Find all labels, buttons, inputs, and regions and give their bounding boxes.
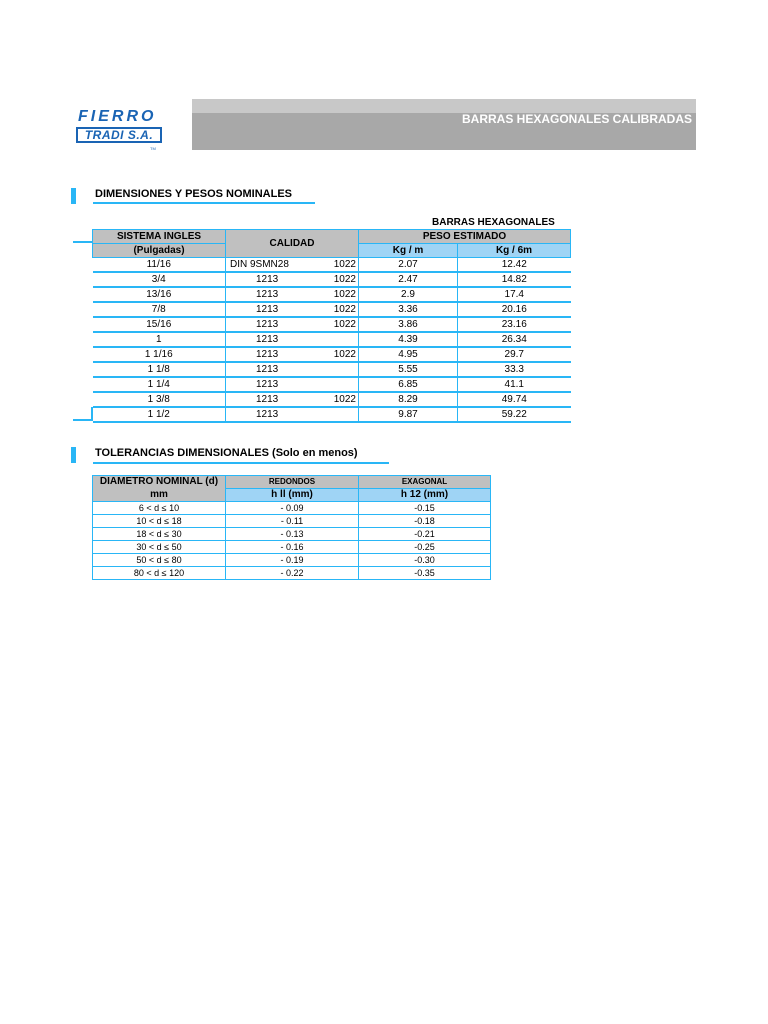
cell-h11: - 0.22 [226, 567, 359, 580]
dimensions-table [92, 229, 571, 423]
table-row [93, 541, 491, 554]
cell-range: 10 < d ≤ 18 [93, 515, 226, 528]
cell-range: 80 < d ≤ 120 [93, 567, 226, 580]
table-row [93, 362, 571, 377]
cell-kg6m: 12.42 [458, 258, 571, 273]
table-row [93, 502, 491, 515]
cell-range: 50 < d ≤ 80 [93, 554, 226, 567]
table-row [93, 332, 571, 347]
logo-trademark: TM [150, 146, 156, 151]
header-calidad: CALIDAD [226, 230, 359, 258]
cell-size: 3/4 [93, 272, 226, 287]
cell-kg6m: 41.1 [458, 377, 571, 392]
cell-kgm: 2.47 [359, 272, 458, 287]
cell-calidad-grade: 1213 [256, 334, 279, 345]
cell-h12: -0.15 [359, 502, 491, 515]
cell-calidad [226, 377, 359, 392]
header-sistema-line1: SISTEMA INGLES [116, 230, 202, 242]
section-marker [71, 188, 76, 204]
cell-range: 6 < d ≤ 10 [93, 502, 226, 515]
cell-calidad [226, 302, 359, 317]
cell-calidad [226, 392, 359, 407]
cell-kg6m: 23.16 [458, 317, 571, 332]
cell-h12: -0.35 [359, 567, 491, 580]
header-exagonal: EXAGONAL [359, 476, 491, 489]
cell-kg6m: 17.4 [458, 287, 571, 302]
cell-kg6m: 33.3 [458, 362, 571, 377]
table-row [93, 287, 571, 302]
cell-calidad-grade: 1213 [256, 394, 279, 405]
cell-calidad-grade: 1213 [256, 364, 279, 375]
cell-calidad-grade: 1213 [256, 289, 279, 300]
table-row [93, 347, 571, 362]
cell-h11: - 0.11 [226, 515, 359, 528]
header-bar [192, 99, 696, 150]
cell-calidad [226, 317, 359, 332]
cell-size: 1 3/8 [93, 392, 226, 407]
cell-calidad [226, 272, 359, 287]
cell-calidad-code: 1022 [333, 274, 356, 285]
cell-calidad-code: 1022 [333, 289, 356, 300]
cell-size: 1 [93, 332, 226, 347]
cell-kg6m: 49.74 [458, 392, 571, 407]
side-connector [73, 419, 93, 421]
table-row [93, 515, 491, 528]
cell-calidad-code: 1022 [333, 319, 356, 330]
cell-calidad-grade: DIN 9SMN28 [230, 259, 289, 270]
table-row [93, 554, 491, 567]
table-caption: BARRAS HEXAGONALES [432, 217, 555, 228]
cell-size: 13/16 [93, 287, 226, 302]
cell-h11: - 0.16 [226, 541, 359, 554]
cell-kgm: 3.36 [359, 302, 458, 317]
cell-kgm: 3.86 [359, 317, 458, 332]
cell-range: 30 < d ≤ 50 [93, 541, 226, 554]
section-marker [71, 447, 76, 463]
section-title-tolerancias: TOLERANCIAS DIMENSIONALES (Solo en menos) [95, 447, 358, 459]
cell-calidad-code: 1022 [333, 259, 356, 270]
cell-calidad-grade: 1213 [256, 274, 279, 285]
cell-kgm: 5.55 [359, 362, 458, 377]
section-underline [93, 462, 389, 464]
header-h12: h 12 (mm) [359, 489, 491, 502]
table-row [93, 317, 571, 332]
cell-size: 1 1/8 [93, 362, 226, 377]
table-row [93, 258, 571, 273]
cell-size: 1 1/2 [93, 407, 226, 422]
cell-size: 11/16 [93, 258, 226, 273]
cell-h12: -0.18 [359, 515, 491, 528]
cell-size: 1 1/4 [93, 377, 226, 392]
cell-calidad [226, 287, 359, 302]
cell-h12: -0.21 [359, 528, 491, 541]
cell-kgm: 9.87 [359, 407, 458, 422]
table-row [93, 567, 491, 580]
cell-calidad [226, 258, 359, 273]
cell-calidad-grade: 1213 [256, 304, 279, 315]
section-title-dimensiones: DIMENSIONES Y PESOS NOMINALES [95, 188, 293, 200]
cell-calidad-grade: 1213 [256, 409, 279, 420]
header-mm: mm [93, 489, 226, 502]
logo-tradi-text: TRADI S.A. [76, 127, 162, 143]
cell-h11: - 0.13 [226, 528, 359, 541]
cell-calidad-code: 1022 [333, 349, 356, 360]
cell-h11: - 0.19 [226, 554, 359, 567]
table-row [93, 392, 571, 407]
cell-calidad [226, 362, 359, 377]
cell-range: 18 < d ≤ 30 [93, 528, 226, 541]
table-row [93, 302, 571, 317]
cell-kgm: 4.95 [359, 347, 458, 362]
cell-kg6m: 59.22 [458, 407, 571, 422]
table-row [93, 528, 491, 541]
cell-calidad-grade: 1213 [256, 349, 279, 360]
cell-h12: -0.30 [359, 554, 491, 567]
cell-calidad-code: 1022 [333, 394, 356, 405]
header-diametro: DIAMETRO NOMINAL (d) [93, 476, 226, 489]
cell-calidad-grade: 1213 [256, 379, 279, 390]
table-row [93, 407, 571, 422]
cell-kgm: 4.39 [359, 332, 458, 347]
cell-size: 7/8 [93, 302, 226, 317]
header-pulgadas: (Pulgadas) [93, 244, 226, 258]
cell-size: 1 1/16 [93, 347, 226, 362]
cell-calidad-grade: 1213 [256, 319, 279, 330]
header-h11: h ll (mm) [226, 489, 359, 502]
page-title: BARRAS HEXAGONALES CALIBRADAS [461, 112, 692, 126]
cell-size: 15/16 [93, 317, 226, 332]
cell-h12: -0.25 [359, 541, 491, 554]
table-row [93, 377, 571, 392]
cell-kgm: 8.29 [359, 392, 458, 407]
logo-fierro-text: FIERRO [78, 108, 157, 125]
cell-kg6m: 20.16 [458, 302, 571, 317]
cell-kgm: 2.07 [359, 258, 458, 273]
section-underline [93, 202, 315, 204]
cell-calidad [226, 332, 359, 347]
header-kgm: Kg / m [359, 244, 458, 258]
header-sistema [93, 230, 226, 244]
cell-calidad [226, 407, 359, 422]
cell-calidad-code: 1022 [333, 304, 356, 315]
side-connector [73, 241, 93, 243]
header-kg6m: Kg / 6m [458, 244, 571, 258]
header-peso: PESO ESTIMADO [359, 230, 571, 244]
cell-kgm: 6.85 [359, 377, 458, 392]
header-redondos: REDONDOS [226, 476, 359, 489]
cell-kgm: 2.9 [359, 287, 458, 302]
table-row [93, 272, 571, 287]
cell-h11: - 0.09 [226, 502, 359, 515]
cell-calidad [226, 347, 359, 362]
tolerances-table [92, 475, 491, 580]
cell-kg6m: 29.7 [458, 347, 571, 362]
cell-kg6m: 26.34 [458, 332, 571, 347]
company-logo [70, 108, 170, 152]
cell-kg6m: 14.82 [458, 272, 571, 287]
